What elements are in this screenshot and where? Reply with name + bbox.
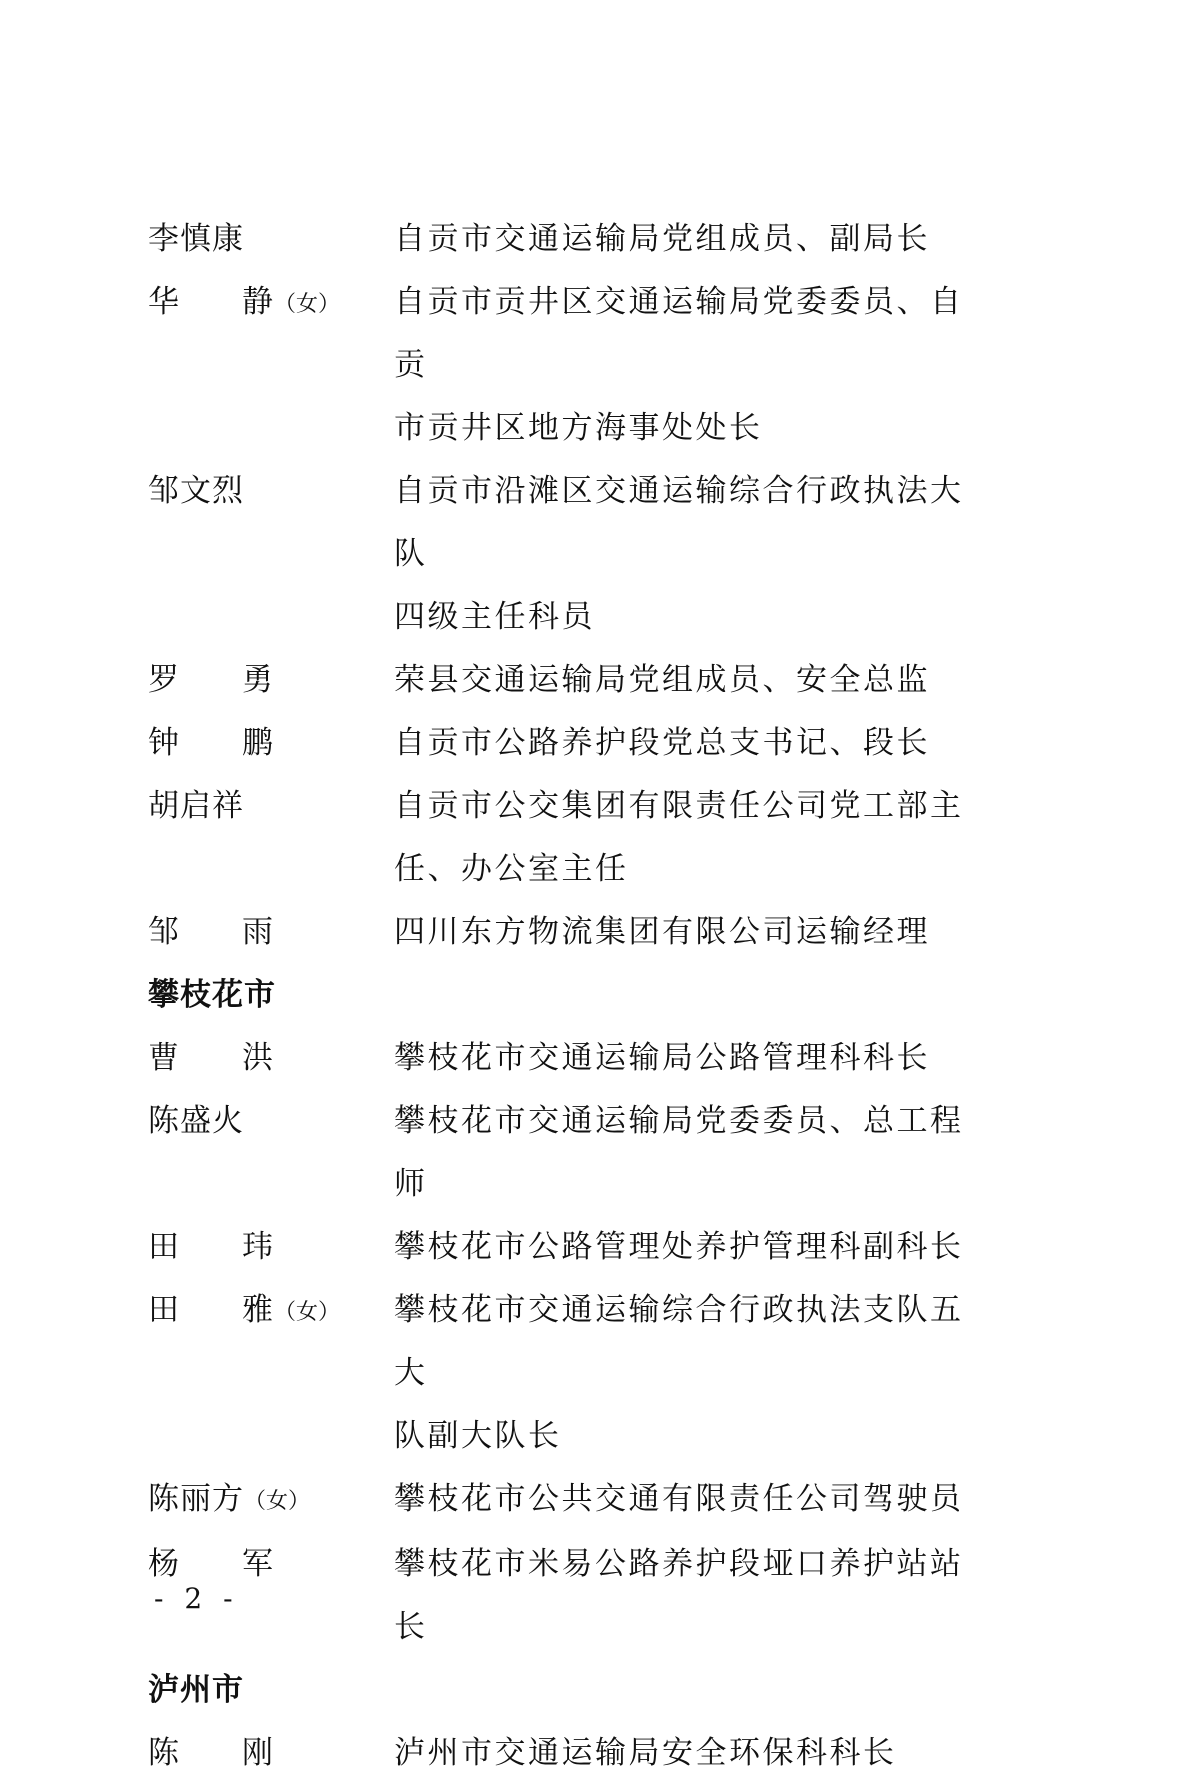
position-line: 攀枝花市米易公路养护段垭口养护站站长 xyxy=(394,1546,964,1645)
position-line: 泸州市交通运输局安全环保科科长 xyxy=(394,1735,897,1771)
name-part: 洪 xyxy=(242,1040,274,1076)
name-part: 军 xyxy=(242,1546,274,1582)
position-line: 荣县交通运输局党组成员、安全总监 xyxy=(394,662,930,698)
person-entry xyxy=(148,775,1048,901)
position-line: 四级主任科员 xyxy=(394,599,595,635)
person-position xyxy=(394,1216,994,1279)
name-part: 胡启祥 xyxy=(148,788,244,824)
name-part: 邹 xyxy=(148,914,180,950)
person-entry xyxy=(148,271,1048,460)
gender-note: （女） xyxy=(244,1489,311,1514)
name-part: 雨 xyxy=(242,914,274,950)
position-line: 自贡市公交集团有限责任公司党工部主 xyxy=(394,788,964,824)
person-position xyxy=(394,1279,994,1468)
name-part: 雅 xyxy=(242,1292,274,1328)
person-position xyxy=(394,712,994,775)
person-position xyxy=(394,460,994,649)
person-entry xyxy=(148,712,1048,775)
person-name xyxy=(148,649,394,712)
person-name xyxy=(148,712,394,775)
person-name xyxy=(148,1090,394,1153)
position-line: 自贡市公路养护段党总支书记、段长 xyxy=(394,725,930,761)
entry-list-luzhou xyxy=(148,1722,1048,1785)
person-name xyxy=(148,271,394,336)
person-position xyxy=(394,901,994,964)
page-number: - 2 - xyxy=(154,1582,239,1615)
person-entry xyxy=(148,460,1048,649)
name-part: 田 xyxy=(148,1229,180,1265)
person-entry xyxy=(148,1533,1048,1659)
position-line: 市贡井区地方海事处处长 xyxy=(394,410,763,446)
person-position xyxy=(394,1722,994,1785)
name-part: 刚 xyxy=(242,1735,274,1771)
position-line: 攀枝花市交通运输综合行政执法支队五大 xyxy=(394,1292,964,1391)
position-line: 自贡市贡井区交通运输局党委委员、自贡 xyxy=(394,284,964,383)
person-entry xyxy=(148,1027,1048,1090)
person-entry xyxy=(148,901,1048,964)
person-name xyxy=(148,1027,394,1090)
name-part: 鹏 xyxy=(242,725,274,761)
position-line: 攀枝花市公路管理处养护管理科副科长 xyxy=(394,1229,964,1265)
section-heading-panzhihua: 攀枝花市 xyxy=(148,977,276,1013)
person-position xyxy=(394,1468,994,1531)
position-line: 攀枝花市交通运输局公路管理科科长 xyxy=(394,1040,930,1076)
person-position xyxy=(394,1090,994,1216)
section-heading-luzhou: 泸州市 xyxy=(148,1672,244,1708)
position-line: 攀枝花市公共交通有限责任公司驾驶员 xyxy=(394,1481,964,1517)
position-line: 任、办公室主任 xyxy=(394,851,629,887)
entry-list-zigong xyxy=(148,208,1048,964)
person-name xyxy=(148,1216,394,1279)
person-position xyxy=(394,649,994,712)
name-part: 曹 xyxy=(148,1040,180,1076)
person-name xyxy=(148,775,394,838)
gender-note: （女） xyxy=(274,292,341,317)
name-part: 陈盛火 xyxy=(148,1103,244,1139)
person-position xyxy=(394,1533,994,1659)
person-entry xyxy=(148,1468,1048,1533)
gender-note: （女） xyxy=(274,1300,341,1325)
person-name xyxy=(148,460,394,523)
position-line: 攀枝花市交通运输局党委委员、总工程师 xyxy=(394,1103,964,1202)
name-part: 田 xyxy=(148,1292,180,1328)
person-name xyxy=(148,1468,394,1533)
position-line: 四川东方物流集团有限公司运输经理 xyxy=(394,914,930,950)
person-entry xyxy=(148,649,1048,712)
entry-list-panzhihua xyxy=(148,1027,1048,1659)
person-position xyxy=(394,1027,994,1090)
person-entry xyxy=(148,1090,1048,1216)
position-line: 自贡市沿滩区交通运输综合行政执法大队 xyxy=(394,473,964,572)
name-part: 邹文烈 xyxy=(148,473,244,509)
name-part: 华 xyxy=(148,284,180,320)
person-position xyxy=(394,208,994,271)
person-entry xyxy=(148,1279,1048,1468)
name-part: 陈丽方 xyxy=(148,1481,244,1517)
person-name xyxy=(148,1722,394,1785)
person-name xyxy=(148,901,394,964)
name-part: 李慎康 xyxy=(148,221,244,257)
name-part: 陈 xyxy=(148,1735,180,1771)
position-line: 队副大队长 xyxy=(394,1418,562,1454)
person-name xyxy=(148,208,394,271)
person-name xyxy=(148,1279,394,1344)
name-part: 杨 xyxy=(148,1546,180,1582)
person-position xyxy=(394,775,994,901)
person-entry xyxy=(148,1216,1048,1279)
name-part: 勇 xyxy=(242,662,274,698)
name-part: 罗 xyxy=(148,662,180,698)
name-part: 静 xyxy=(242,284,274,320)
person-entry xyxy=(148,1722,1048,1785)
position-line: 自贡市交通运输局党组成员、副局长 xyxy=(394,221,930,257)
person-entry xyxy=(148,208,1048,271)
name-part: 玮 xyxy=(242,1229,274,1265)
person-position xyxy=(394,271,994,460)
document-body xyxy=(148,208,1048,1785)
name-part: 钟 xyxy=(148,725,180,761)
